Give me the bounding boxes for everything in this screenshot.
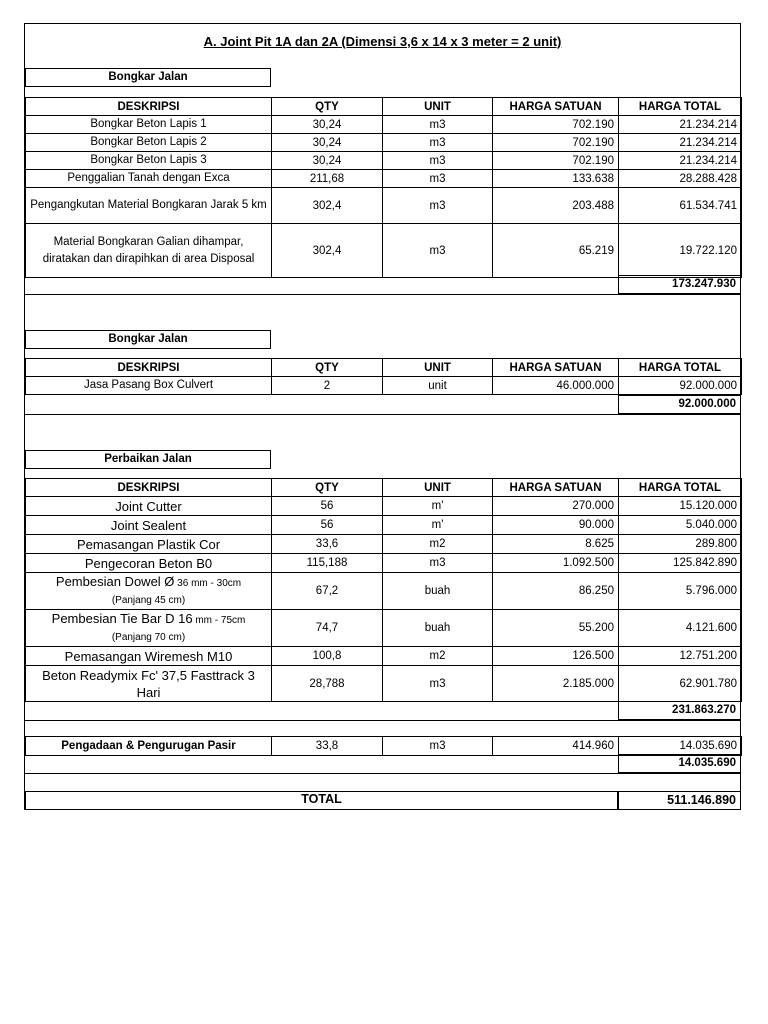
row-price: 1.092.500	[493, 554, 619, 573]
header-price: HARGA SATUAN	[493, 359, 619, 377]
row-qty: 67,2	[272, 573, 383, 610]
table-row	[26, 170, 742, 188]
row-qty: 33,6	[272, 535, 383, 554]
row-total: 5.040.000	[619, 516, 742, 535]
row-unit: m3	[383, 134, 493, 152]
row-desc	[26, 573, 272, 610]
table-row	[26, 188, 742, 224]
table-row	[26, 152, 742, 170]
header-qty: QTY	[272, 98, 383, 116]
header-qty: QTY	[272, 359, 383, 377]
row-total: 289.800	[619, 535, 742, 554]
row-price: 65.219	[493, 224, 619, 278]
grand-total-label: TOTAL	[25, 791, 618, 810]
row-desc: Pemasangan Wiremesh M10	[26, 647, 272, 666]
row-desc: Joint Cutter	[26, 497, 272, 516]
row-unit: m3	[383, 170, 493, 188]
header-total: HARGA TOTAL	[619, 359, 742, 377]
cost-sheet	[24, 23, 741, 810]
table-row	[26, 535, 742, 554]
subtotal-pengadaan-pasir: 14.035.690	[618, 754, 741, 773]
row-total: 14.035.690	[619, 737, 742, 756]
row-total: 61.534.741	[619, 188, 742, 224]
row-desc: Bongkar Beton Lapis 1	[26, 116, 272, 134]
row-price: 86.250	[493, 573, 619, 610]
row-total: 15.120.000	[619, 497, 742, 516]
row-qty: 115,188	[272, 554, 383, 573]
row-unit: buah	[383, 573, 493, 610]
row-qty: 30,24	[272, 152, 383, 170]
row-qty: 100,8	[272, 647, 383, 666]
row-unit: m3	[383, 666, 493, 702]
row-price: 702.190	[493, 134, 619, 152]
row-qty: 211,68	[272, 170, 383, 188]
table-row	[26, 516, 742, 535]
header-unit: UNIT	[383, 98, 493, 116]
row-price: 46.000.000	[493, 377, 619, 395]
row-desc: Bongkar Beton Lapis 2	[26, 134, 272, 152]
row-total: 19.722.120	[619, 224, 742, 278]
row-total: 62.901.780	[619, 666, 742, 702]
row-total: 12.751.200	[619, 647, 742, 666]
table-row	[26, 573, 742, 610]
divider	[25, 720, 740, 721]
row-desc: Pemasangan Plastik Cor	[26, 535, 272, 554]
row-desc-spec: mm - 75cm	[192, 615, 246, 626]
row-unit: m3	[383, 554, 493, 573]
row-total: 28.288.428	[619, 170, 742, 188]
row-desc: Pengadaan & Pengurugan Pasir	[26, 737, 272, 756]
table-row	[26, 610, 742, 647]
divider	[25, 414, 740, 415]
row-desc: Pengecoran Beton B0	[26, 554, 272, 573]
row-total: 125.842.890	[619, 554, 742, 573]
divider	[25, 773, 740, 774]
row-price: 702.190	[493, 116, 619, 134]
row-total: 5.796.000	[619, 573, 742, 610]
row-desc: Joint Sealent	[26, 516, 272, 535]
table-header	[26, 359, 742, 377]
grand-total-value: 511.146.890	[618, 791, 741, 810]
row-desc-main: Pembesian Dowel Ø	[55, 574, 175, 589]
row-desc-spec: 36 mm - 30cm	[174, 578, 242, 589]
row-qty: 33,8	[272, 737, 383, 756]
row-qty: 2	[272, 377, 383, 395]
row-total: 92.000.000	[619, 377, 742, 395]
row-qty: 28,788	[272, 666, 383, 702]
table-header	[26, 479, 742, 497]
row-total: 4.121.600	[619, 610, 742, 647]
row-unit: m2	[383, 535, 493, 554]
row-qty: 74,7	[272, 610, 383, 647]
row-price: 90.000	[493, 516, 619, 535]
grand-total-row	[25, 791, 741, 810]
row-unit: m3	[383, 116, 493, 134]
table-row	[26, 666, 742, 702]
row-desc-main: Pembesian Tie Bar D 16	[51, 611, 193, 626]
header-desc: DESKRIPSI	[26, 98, 272, 116]
row-unit: buah	[383, 610, 493, 647]
row-qty: 56	[272, 497, 383, 516]
row-price: 702.190	[493, 152, 619, 170]
section-label-perbaikan-jalan: Perbaikan Jalan	[25, 450, 271, 469]
table-row	[26, 134, 742, 152]
row-desc: Jasa Pasang Box Culvert	[26, 377, 272, 395]
section-label-bongkar-jalan-2: Bongkar Jalan	[25, 330, 271, 349]
table-row	[26, 377, 742, 395]
table-pengadaan-pasir	[25, 736, 742, 756]
row-unit: m'	[383, 497, 493, 516]
row-unit: m3	[383, 224, 493, 278]
subtotal-bongkar-jalan-2: 92.000.000	[618, 395, 741, 414]
subtotal-perbaikan-jalan: 231.863.270	[618, 701, 741, 720]
row-qty: 302,4	[272, 224, 383, 278]
row-desc-sub: (Panjang 45 cm)	[111, 595, 186, 606]
row-desc: Beton Readymix Fc' 37,5 Fasttrack 3 Hari	[26, 666, 272, 702]
row-total: 21.234.214	[619, 152, 742, 170]
row-price: 414.960	[493, 737, 619, 756]
table-header	[26, 98, 742, 116]
header-desc: DESKRIPSI	[26, 359, 272, 377]
row-price: 8.625	[493, 535, 619, 554]
row-desc-sub: (Panjang 70 cm)	[111, 632, 186, 643]
row-price: 203.488	[493, 188, 619, 224]
row-unit: m'	[383, 516, 493, 535]
table-row	[26, 737, 742, 756]
table-row	[26, 554, 742, 573]
table-bongkar-jalan-1	[25, 97, 742, 278]
page-title: A. Joint Pit 1A dan 2A (Dimensi 3,6 x 14 x 3 meter = 2 unit)	[203, 34, 562, 49]
header-total: HARGA TOTAL	[619, 98, 742, 116]
header-price: HARGA SATUAN	[493, 479, 619, 497]
header-qty: QTY	[272, 479, 383, 497]
table-row	[26, 497, 742, 516]
row-total: 21.234.214	[619, 116, 742, 134]
header-price: HARGA SATUAN	[493, 98, 619, 116]
row-unit: m3	[383, 188, 493, 224]
table-perbaikan-jalan	[25, 478, 742, 702]
header-total: HARGA TOTAL	[619, 479, 742, 497]
row-desc: Bongkar Beton Lapis 3	[26, 152, 272, 170]
row-qty: 30,24	[272, 116, 383, 134]
row-unit: m3	[383, 737, 493, 756]
table-row	[26, 647, 742, 666]
row-qty: 30,24	[272, 134, 383, 152]
row-desc: Material Bongkaran Galian dihampar, diratakan dan dirapihkan di area Disposal	[26, 224, 272, 278]
row-unit: unit	[383, 377, 493, 395]
row-qty: 302,4	[272, 188, 383, 224]
header-unit: UNIT	[383, 479, 493, 497]
table-row	[26, 116, 742, 134]
row-unit: m3	[383, 152, 493, 170]
subtotal-bongkar-jalan-1: 173.247.930	[618, 275, 741, 294]
section-label-bongkar-jalan-1: Bongkar Jalan	[25, 68, 271, 87]
row-price: 270.000	[493, 497, 619, 516]
header-desc: DESKRIPSI	[26, 479, 272, 497]
divider	[25, 294, 740, 295]
row-qty: 56	[272, 516, 383, 535]
row-price: 2.185.000	[493, 666, 619, 702]
row-price: 133.638	[493, 170, 619, 188]
row-desc: Pengangkutan Material Bongkaran Jarak 5 km	[26, 188, 272, 224]
row-desc	[26, 610, 272, 647]
row-unit: m2	[383, 647, 493, 666]
row-total: 21.234.214	[619, 134, 742, 152]
row-price: 55.200	[493, 610, 619, 647]
table-row	[26, 224, 742, 278]
header-unit: UNIT	[383, 359, 493, 377]
row-desc: Penggalian Tanah dengan Exca	[26, 170, 272, 188]
table-bongkar-jalan-2	[25, 358, 742, 395]
row-price: 126.500	[493, 647, 619, 666]
